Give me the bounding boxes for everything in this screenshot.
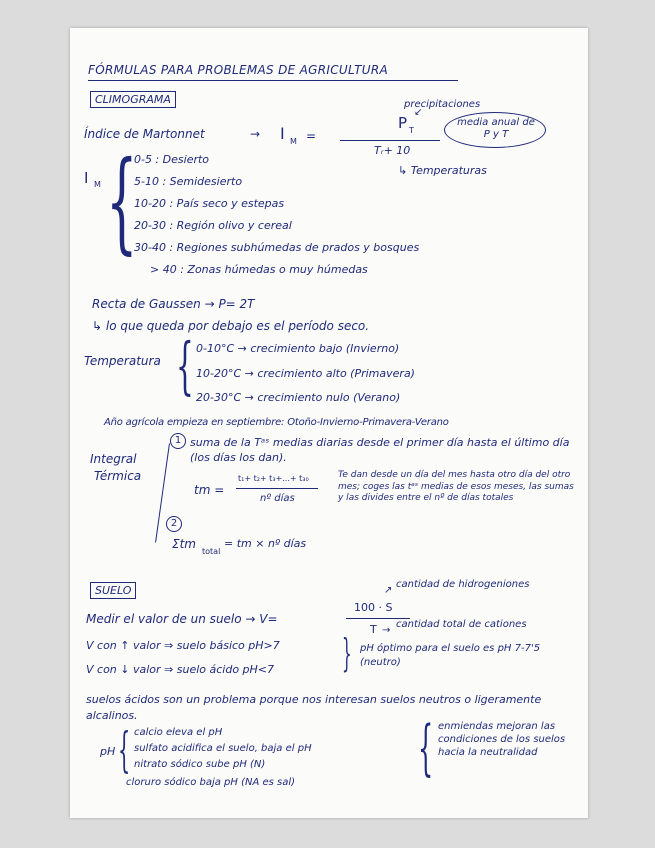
range-5: > 40 : Zonas húmedas o muy húmedas — [150, 263, 368, 276]
tm-fraction-bar — [236, 488, 318, 489]
title-underline — [88, 80, 458, 81]
suelo-heading: SUELO — [90, 582, 136, 599]
range-2: 10-20 : País seco y estepas — [134, 197, 285, 210]
precip-symbol: P — [398, 114, 408, 132]
im-symbol: I — [280, 124, 285, 143]
media-note: media anual de P y T — [457, 117, 535, 140]
arrow-to-s: ↗ — [384, 585, 393, 596]
step2-number: 2 — [166, 516, 182, 532]
ph-item-0: calcio eleva el pH — [134, 727, 223, 738]
ranges-symbol-subscript: M — [94, 180, 101, 189]
ph-item-2: nitrato sódico sube pH (N) — [134, 759, 266, 770]
temp-heading: Temperatura — [84, 354, 161, 368]
equals-sign: = — [306, 129, 317, 143]
fraction-bar — [340, 140, 440, 141]
line-up: V con ↑ valor ⇒ suelo básico pH>7 — [86, 639, 280, 652]
temp-range-0: 0-10°C → crecimiento bajo (Invierno) — [196, 342, 400, 355]
tm-note: Te dan desde un día del mes hasta otro día del otro mes; coges las tᵃˢ medias de esos meses, las sumas y las divides entre el nº de días totales — [338, 470, 574, 504]
ph-list-brace: { — [118, 722, 131, 778]
ph-item-1: sulfato acidifica el suelo, baja el pH — [134, 743, 312, 754]
integral-label-2: Térmica — [94, 469, 142, 483]
tm-lhs: tm = — [194, 483, 225, 497]
integral-label-1: Integral — [90, 452, 137, 466]
t-note: cantidad total de cationes — [396, 619, 527, 630]
tm-denominator: nº días — [260, 493, 295, 504]
temp-label: ↳ Temperaturas — [398, 164, 487, 177]
precip-label: precipitaciones — [404, 99, 481, 110]
gaussen-note: ↳ lo que queda por debajo es el período seco. — [92, 319, 370, 333]
s-note: cantidad de hidrogeniones — [396, 579, 530, 590]
page-title: FÓRMULAS PARA PROBLEMAS DE AGRICULTURA — [88, 63, 388, 77]
indice-label: Índice de Martonnet — [84, 127, 205, 141]
ranges-symbol: I — [84, 169, 89, 187]
ph-brace: } — [342, 631, 352, 675]
range-1: 5-10 : Semidesierto — [134, 175, 243, 188]
temp-brace: { — [176, 329, 194, 402]
range-3: 20-30 : Región olivo y cereal — [134, 219, 292, 232]
step1-text: suma de la Tᵃˢ medias diarias desde el primer día hasta el último día (los días los dan). — [190, 436, 570, 464]
step1-number: 1 — [170, 433, 186, 449]
temp-range-1: 10-20°C → crecimiento alto (Primavera) — [196, 367, 415, 380]
arrow-to-t: → — [382, 625, 391, 636]
valor-label: Medir el valor de un suelo → V= — [86, 612, 278, 626]
v-numerator: 100 · S — [354, 601, 393, 614]
v-denominator: T — [370, 623, 377, 636]
tm-numerator: t₁+ t₂+ t₃+...+ t₃₀ — [238, 474, 309, 483]
im-subscript: M — [290, 137, 297, 146]
sum-subscript: total — [202, 547, 221, 556]
line-down: V con ↓ valor ⇒ suelo ácido pH<7 — [86, 663, 275, 676]
gaussen-line: Recta de Gaussen → P= 2T — [92, 297, 255, 311]
notebook-page — [70, 28, 588, 818]
arrow: → — [250, 127, 261, 141]
enmiendas-brace: { — [418, 713, 434, 783]
denominator: Tᵣ+ 10 — [374, 144, 411, 157]
range-0: 0-5 : Desierto — [134, 153, 210, 166]
ano-agricola: Año agrícola empieza en septiembre: Otoño-Invierno-Primavera-Verano — [104, 417, 449, 428]
sum-rhs: = tm × nº días — [224, 537, 307, 550]
enmiendas-text: enmiendas mejoran las condiciones de los suelos hacia la neutralidad — [438, 721, 566, 758]
ph-label: pH — [100, 745, 116, 758]
temp-range-2: 20-30°C → crecimiento nulo (Verano) — [196, 391, 401, 404]
ph-optimo: pH óptimo para el suelo es pH 7-7'5 (neutro) — [360, 643, 541, 668]
acidos-text: suelos ácidos son un problema porque nos interesan suelos neutros o ligeramente alcalinos. — [86, 693, 542, 722]
range-4: 30-40 : Regiones subhúmedas de prados y bosques — [134, 241, 420, 254]
precip-subscript: T — [409, 126, 414, 135]
ph-item-3: cloruro sódico baja pH (NA es sal) — [126, 777, 296, 788]
sum-formula: Σtm — [172, 537, 196, 551]
ranges-brace: { — [106, 137, 138, 265]
arrow-to-precip: ↙ — [414, 107, 423, 118]
climograma-heading: CLIMOGRAMA — [90, 91, 176, 108]
